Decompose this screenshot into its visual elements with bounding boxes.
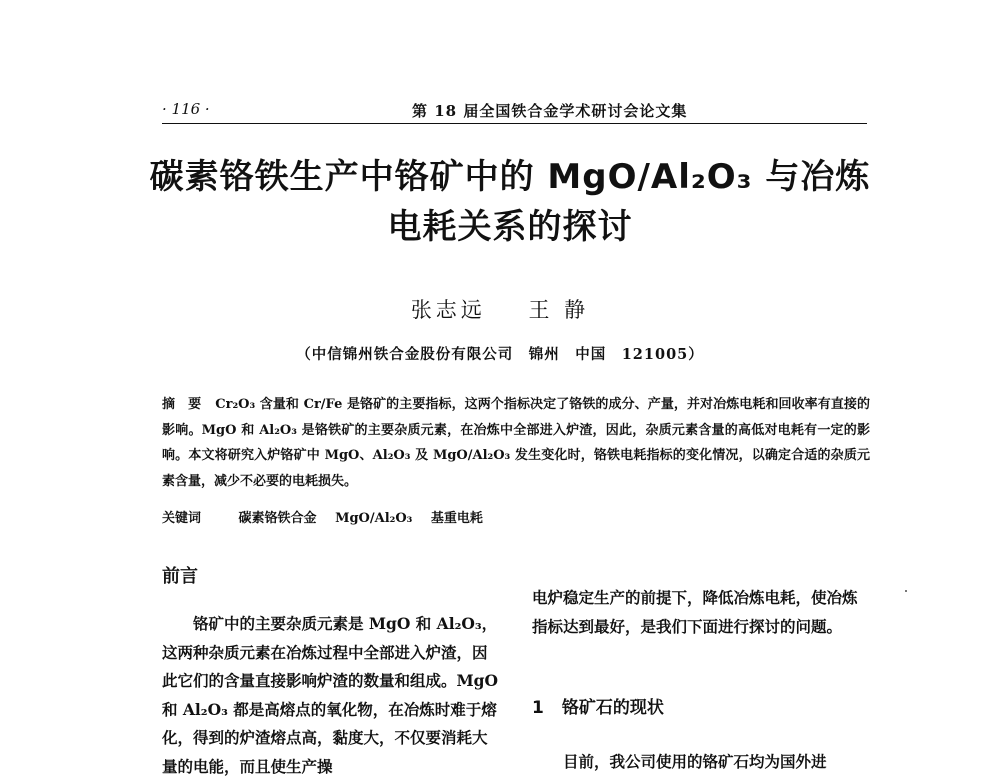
author-2: 王 静	[528, 298, 590, 322]
keywords-label: 关键词	[162, 511, 202, 526]
keyword-1: 碳素铬铁合金	[238, 511, 317, 526]
body-right-column	[532, 584, 870, 641]
abstract-label: 摘 要	[162, 397, 202, 412]
section-heading-intro: 前言	[162, 566, 198, 587]
keyword-3: 基重电耗	[430, 511, 483, 526]
section-number: 1	[532, 698, 544, 718]
scan-speck	[905, 590, 907, 592]
left-paragraph: 铬矿中的主要杂质元素是 MgO 和 Al₂O₃，这两种杂质元素在冶炼过程中全部进入炉渣，因此它们的含量直接影响炉渣的数量和组成。MgO 和 Al₂O₃ 都是高熔点的氧化物，在冶炼时难于熔化，得到的炉渣熔点高，黏度大，不仅要消耗大量的电能，而且使生产操	[162, 614, 498, 776]
section-heading-1	[532, 693, 664, 718]
author-list	[0, 294, 1000, 324]
abstract-text: Cr₂O₃ 含量和 Cr/Fe 是铬矿的主要指标，这两个指标决定了铬铁的成分、产量，并对冶炼电耗和回收率有直接的影响。MgO 和 Al₂O₃ 是铬铁矿的主要杂质元素，在冶炼中全部进入炉渣，因此，杂质元素含量的高低对电耗有一定的影响。本文将研究入炉铬矿中 MgO、Al₂O₃ 及 MgO/Al₂O₃ 发生变化时，铬铁电耗指标的变化情况，以确定合适的杂质元素含量，减少不必要的电耗损失。	[162, 397, 870, 489]
section-title: 铬矿石的现状	[561, 698, 664, 718]
affiliation: （中信锦州铁合金股份有限公司 锦州 中国 121005）	[296, 346, 704, 363]
journal-title: 第 18 届全国铁合金学术研讨会论文集	[412, 102, 688, 120]
author-1: 张志远	[410, 298, 486, 322]
header-rule	[162, 123, 867, 124]
abstract	[162, 392, 870, 494]
section1-paragraph: 目前，我公司使用的铬矿石均为国外进	[563, 752, 827, 771]
title-line-1: 碳素铬铁生产中铬矿中的 MgO/Al₂O₃ 与冶炼	[149, 157, 871, 197]
right-paragraph: 电炉稳定生产的前提下，降低冶炼电耗，使冶炼指标达到最好，是我们下面进行探讨的问题。	[532, 588, 858, 636]
page-number: · 116 ·	[162, 100, 210, 118]
keyword-2: MgO/Al₂O₃	[335, 511, 413, 526]
title-line-2: 电耗关系的探讨	[387, 207, 633, 247]
body-left-column	[162, 610, 500, 781]
running-header	[162, 100, 867, 122]
keywords	[162, 507, 870, 526]
paper-title	[140, 152, 880, 252]
